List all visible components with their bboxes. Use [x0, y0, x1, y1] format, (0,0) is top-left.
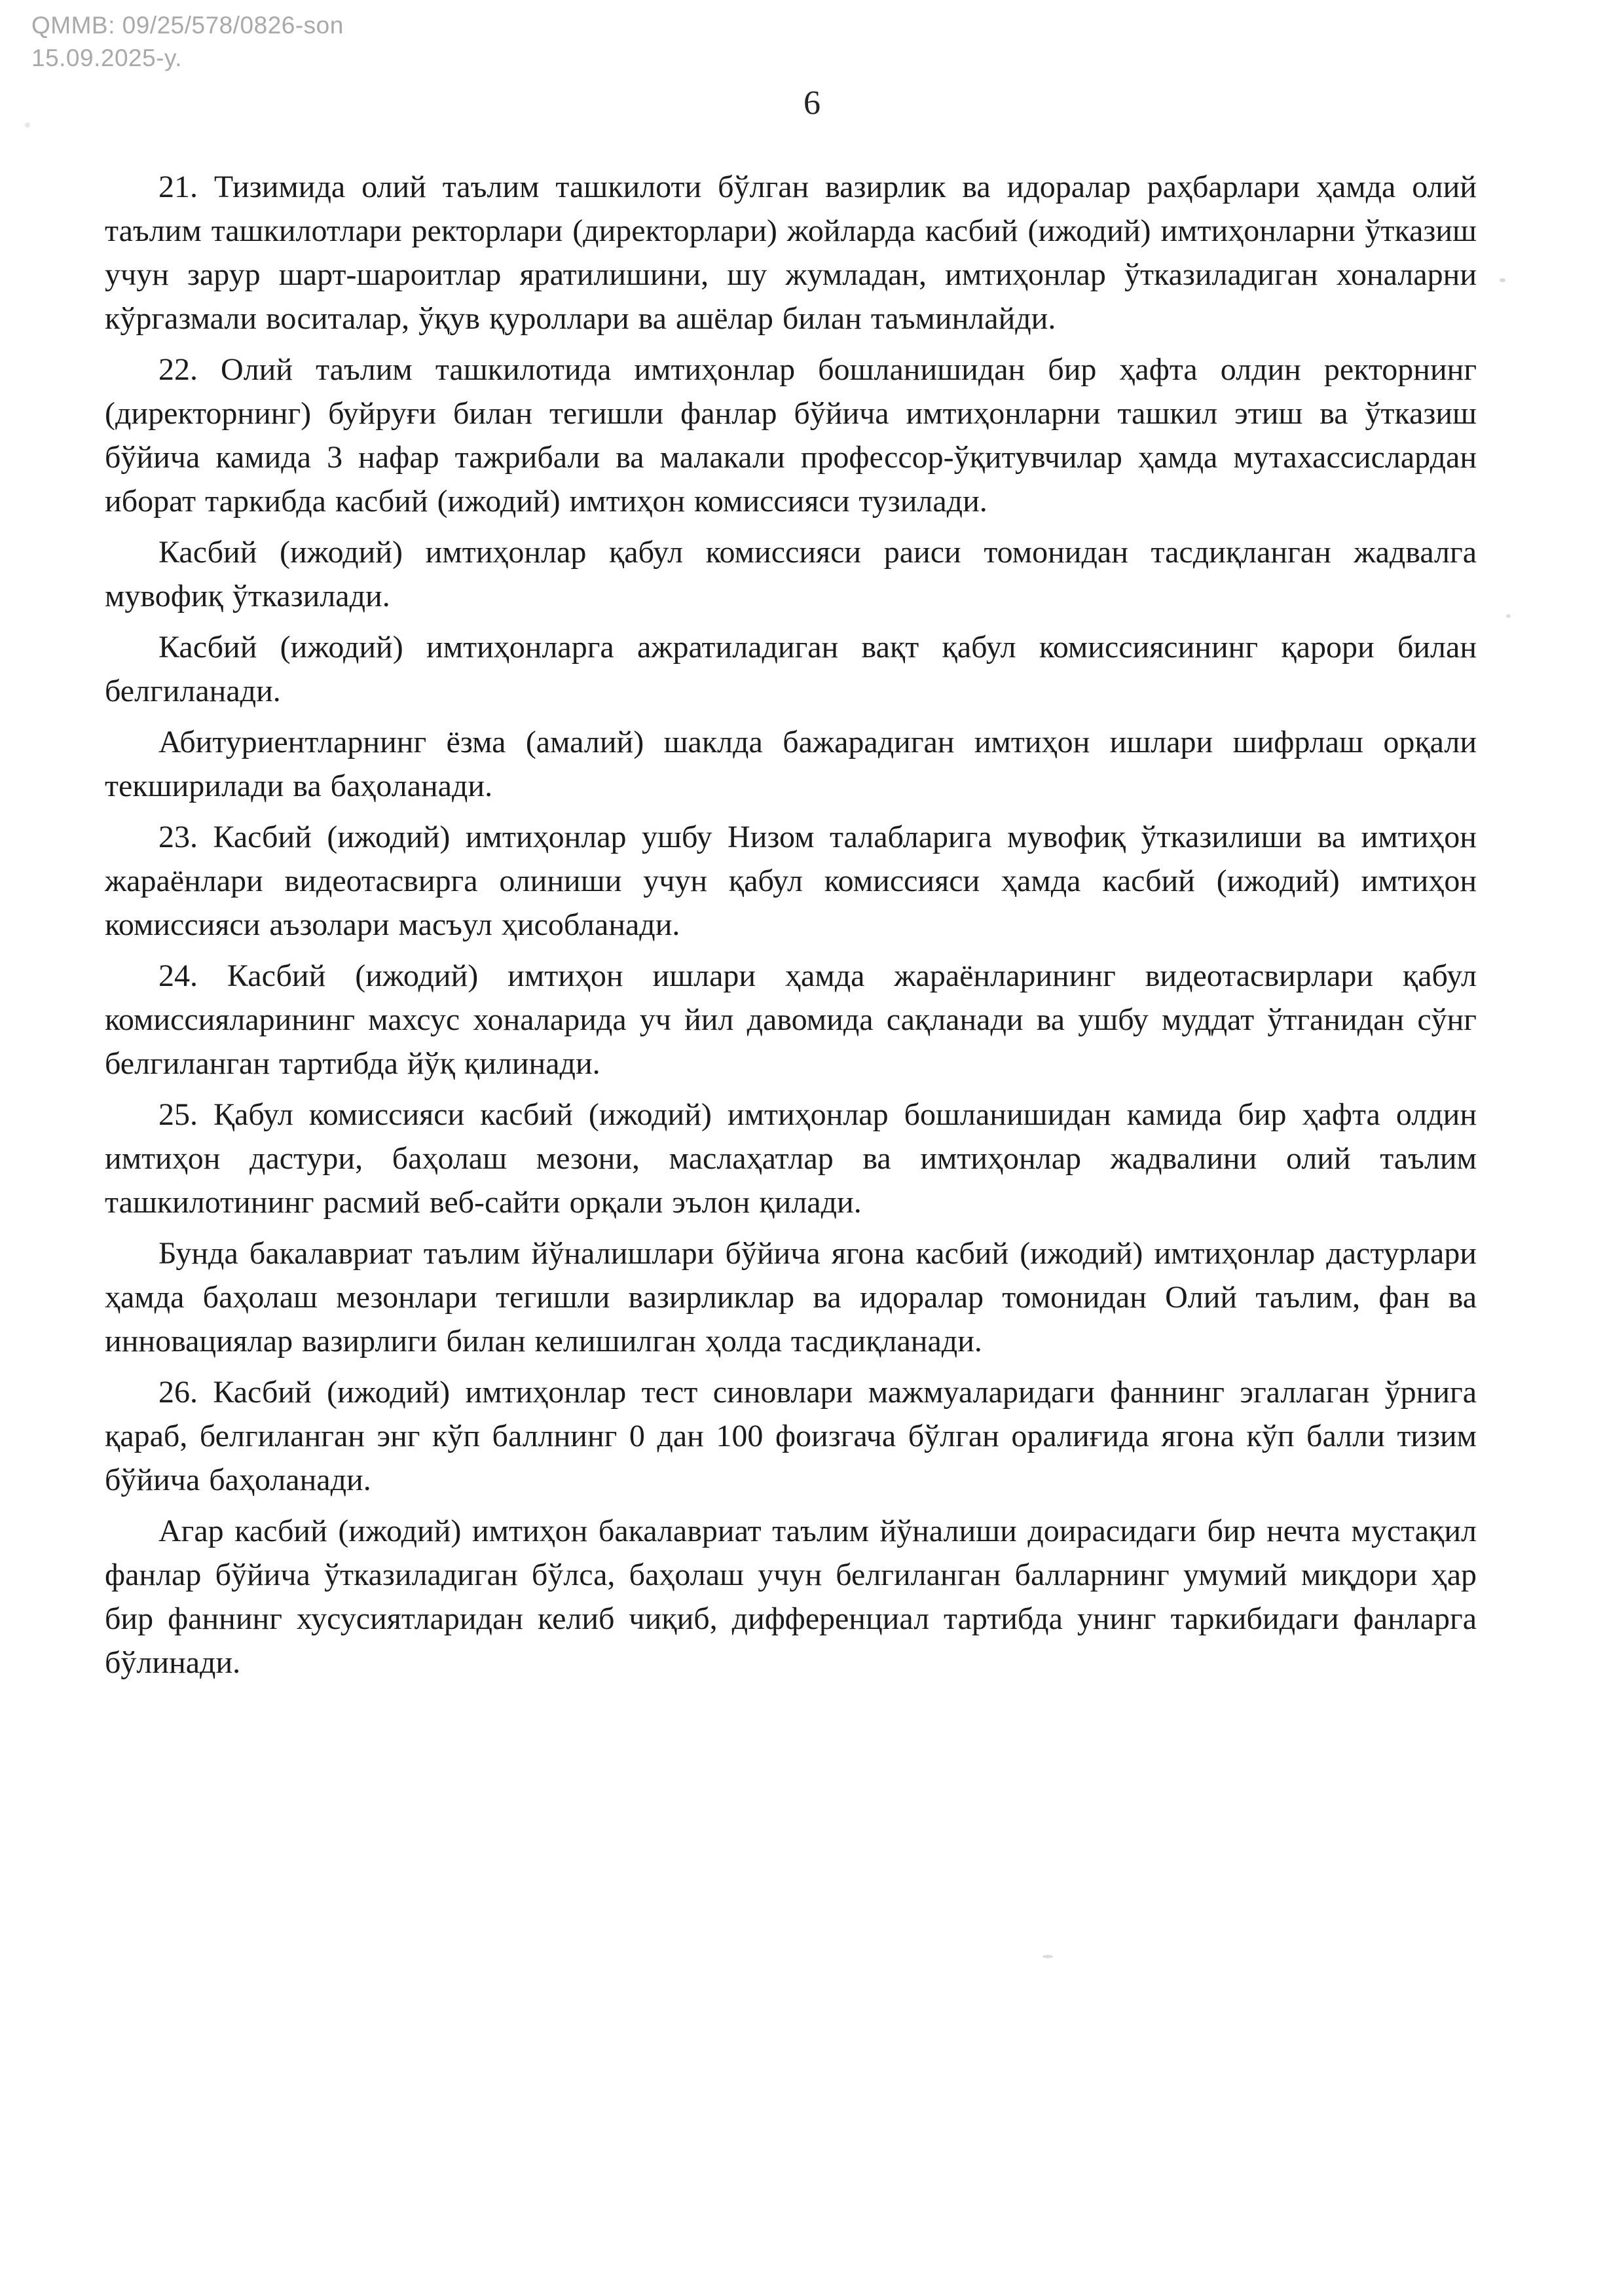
paragraph-22b: Касбий (ижодий) имтиҳонларга ажратиладиган вақт қабул комиссиясининг қарори билан белгиланади.: [105, 630, 1477, 708]
paragraph-26a: Агар касбий (ижодий) имтиҳон бакалавриат таълим йўналиши доирасидаги бир нечта мустақил фанлар бўйича ўтказиладиган бўлса, баҳолаш учун белгиланган балларнинг умумий миқдори ҳар бир фаннинг хусусиятларидан келиб чиқиб, дифференциал тартибда унинг таркибидаги фанларга бўлинади.: [105, 1514, 1477, 1680]
scan-speck: [1500, 278, 1505, 282]
document-body: [105, 165, 1477, 1692]
paragraph-22a: Касбий (ижодий) имтиҳонлар қабул комиссияси раиси томонидан тасдиқланган жадвалга мувофиқ ўтказилади.: [105, 535, 1477, 613]
document-header: [31, 9, 344, 75]
paragraph-26: 26. Касбий (ижодий) имтиҳонлар тест синовлари мажмуаларидаги фаннинг эгаллаган ўрнига қараб, белгиланган энг кўп баллнинг 0 дан 100 фоизгача бўлган оралиғида ягона кўп балли тизим бўйича баҳоланади.: [105, 1375, 1477, 1497]
paragraph-22: 22. Олий таълим ташкилотида имтиҳонлар бошланишидан бир ҳафта олдин ректорнинг (директорнинг) буйруғи билан тегишли фанлар бўйича имтиҳонларни ташкил этиш ва ўтказиш бўйича камида 3 нафар тажрибали ва малакали профессор-ўқитувчилар ҳамда мутахассислардан иборат таркибда касбий (ижодий) имтиҳон комиссияси тузилади.: [105, 352, 1477, 519]
header-ref-number: QMMB: 09/25/578/0826-son: [31, 12, 344, 39]
paragraph-25: 25. Қабул комиссияси касбий (ижодий) имтиҳонлар бошланишидан камида бир ҳафта олдин имтиҳон дастури, баҳолаш мезони, маслаҳатлар ва имтиҳонлар жадвалини олий таълим ташкилотининг расмий веб-сайти орқали эълон қилади.: [105, 1097, 1477, 1220]
page-number: 6: [803, 84, 821, 122]
paragraph-24: 24. Касбий (ижодий) имтиҳон ишлари ҳамда жараёнларининг видеотасвирлари қабул комиссияларининг махсус хоналарида уч йил давомида сақланади ва ушбу муддат ўтганидан сўнг белгиланган тартибда йўқ қилинади.: [105, 958, 1477, 1081]
scan-speck: [25, 122, 30, 128]
paragraph-23: 23. Касбий (ижодий) имтиҳонлар ушбу Низом талабларига мувофиқ ўтказилиши ва имтиҳон жараёнлари видеотасвирга олиниши учун қабул комиссияси ҳамда касбий (ижодий) имтиҳон комиссияси аъзолари масъул ҳисобланади.: [105, 820, 1477, 942]
paragraph-21: 21. Тизимида олий таълим ташкилоти бўлган вазирлик ва идоралар раҳбарлари ҳамда олий таълим ташкилотлари ректорлари (директорлари) жойларда касбий (ижодий) имтиҳонларни ўтказиш учун зарур шарт-шароитлар яратилишини, шу жумладан, имтиҳонлар ўтказиладиган хоналарни кўргазмали воситалар, ўқув қуроллари ва ашёлар билан таъминлайди.: [105, 170, 1477, 336]
header-date: 15.09.2025-y.: [31, 45, 183, 71]
scan-speck: [1043, 1955, 1053, 1958]
paragraph-25a: Бунда бакалавриат таълим йўналишлари бўйича ягона касбий (ижодий) имтиҳонлар дастурлари ҳамда баҳолаш мезонлари тегишли вазирликлар ва идоралар томонидан Олий таълим, фан ва инновациялар вазирлиги билан келишилган ҳолда тасдиқланади.: [105, 1236, 1477, 1358]
paragraph-22c: Абитуриентларнинг ёзма (амалий) шаклда бажарадиган имтиҳон ишлари шифрлаш орқали текширилади ва баҳоланади.: [105, 725, 1477, 803]
scan-speck: [1506, 614, 1511, 618]
